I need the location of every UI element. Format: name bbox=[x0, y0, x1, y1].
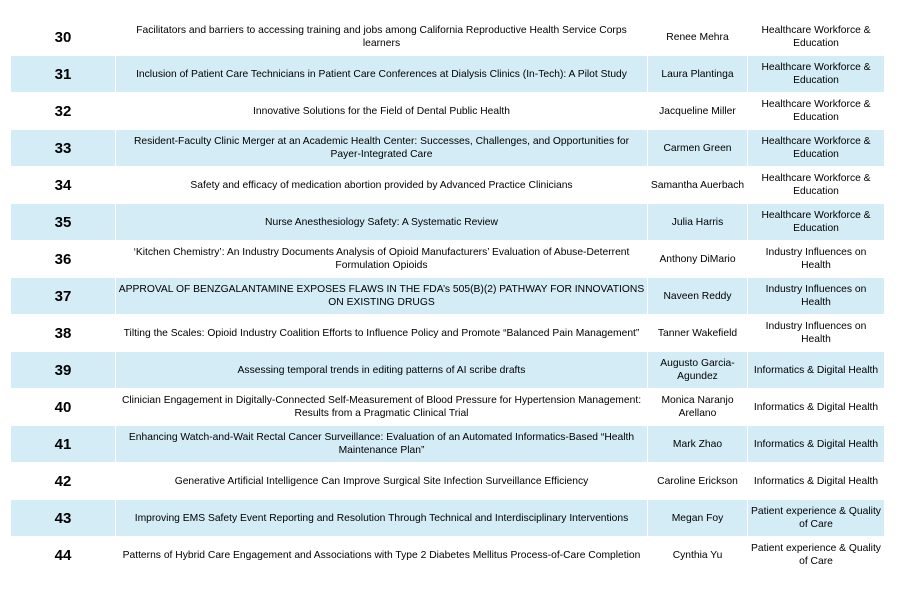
poster-table-body bbox=[11, 19, 885, 574]
poster-author: Tanner Wakefield bbox=[648, 315, 748, 352]
table-row bbox=[11, 315, 885, 352]
table-row bbox=[11, 56, 885, 93]
poster-number: 42 bbox=[11, 463, 116, 500]
poster-number: 39 bbox=[11, 352, 116, 389]
table-row bbox=[11, 93, 885, 130]
poster-author: Megan Foy bbox=[648, 500, 748, 537]
poster-author: Monica Naranjo Arellano bbox=[648, 389, 748, 426]
poster-number: 38 bbox=[11, 315, 116, 352]
poster-number: 30 bbox=[11, 19, 116, 56]
poster-category: Healthcare Workforce & Education bbox=[748, 167, 885, 204]
poster-author: Samantha Auerbach bbox=[648, 167, 748, 204]
poster-title: Tilting the Scales: Opioid Industry Coalition Efforts to Influence Policy and Promote “Balanced Pain Management” bbox=[116, 315, 648, 352]
poster-author: Carmen Green bbox=[648, 130, 748, 167]
poster-category: Healthcare Workforce & Education bbox=[748, 204, 885, 241]
poster-title: Generative Artificial Intelligence Can Improve Surgical Site Infection Surveillance Efficiency bbox=[116, 463, 648, 500]
poster-author: Caroline Erickson bbox=[648, 463, 748, 500]
poster-author: Mark Zhao bbox=[648, 426, 748, 463]
poster-author: Julia Harris bbox=[648, 204, 748, 241]
poster-category: Healthcare Workforce & Education bbox=[748, 19, 885, 56]
poster-title: Enhancing Watch-and-Wait Rectal Cancer Surveillance: Evaluation of an Automated Informatics-Based “Health Maintenance Plan” bbox=[116, 426, 648, 463]
poster-category: Informatics & Digital Health bbox=[748, 426, 885, 463]
poster-author: Cynthia Yu bbox=[648, 537, 748, 574]
poster-number: 43 bbox=[11, 500, 116, 537]
table-row bbox=[11, 130, 885, 167]
table-row bbox=[11, 19, 885, 56]
poster-number: 40 bbox=[11, 389, 116, 426]
table-row bbox=[11, 389, 885, 426]
poster-number: 32 bbox=[11, 93, 116, 130]
table-row bbox=[11, 167, 885, 204]
poster-title: Inclusion of Patient Care Technicians in Patient Care Conferences at Dialysis Clinics (In-Tech): A Pilot Study bbox=[116, 56, 648, 93]
poster-category: Patient experience & Quality of Care bbox=[748, 537, 885, 574]
poster-number: 34 bbox=[11, 167, 116, 204]
table-row bbox=[11, 241, 885, 278]
poster-category: Industry Influences on Health bbox=[748, 315, 885, 352]
poster-category: Healthcare Workforce & Education bbox=[748, 130, 885, 167]
poster-author: Anthony DiMario bbox=[648, 241, 748, 278]
poster-number: 41 bbox=[11, 426, 116, 463]
poster-category: Informatics & Digital Health bbox=[748, 463, 885, 500]
table-row bbox=[11, 463, 885, 500]
poster-category: Informatics & Digital Health bbox=[748, 352, 885, 389]
poster-title: Patterns of Hybrid Care Engagement and Associations with Type 2 Diabetes Mellitus Process-of-Care Completion bbox=[116, 537, 648, 574]
poster-title: Assessing temporal trends in editing patterns of AI scribe drafts bbox=[116, 352, 648, 389]
poster-title: Nurse Anesthesiology Safety: A Systematic Review bbox=[116, 204, 648, 241]
poster-author: Naveen Reddy bbox=[648, 278, 748, 315]
poster-category: Patient experience & Quality of Care bbox=[748, 500, 885, 537]
poster-author: Laura Plantinga bbox=[648, 56, 748, 93]
poster-number: 44 bbox=[11, 537, 116, 574]
poster-category: Informatics & Digital Health bbox=[748, 389, 885, 426]
poster-title: Innovative Solutions for the Field of Dental Public Health bbox=[116, 93, 648, 130]
table-row bbox=[11, 278, 885, 315]
poster-number: 33 bbox=[11, 130, 116, 167]
poster-number: 31 bbox=[11, 56, 116, 93]
poster-title: Resident-Faculty Clinic Merger at an Academic Health Center: Successes, Challenges, and Opportunities for Payer-Integrated Care bbox=[116, 130, 648, 167]
poster-title: Safety and efficacy of medication abortion provided by Advanced Practice Clinicians bbox=[116, 167, 648, 204]
poster-title: Improving EMS Safety Event Reporting and Resolution Through Technical and Interdisciplinary Interventions bbox=[116, 500, 648, 537]
poster-title: Clinician Engagement in Digitally-Connected Self-Measurement of Blood Pressure for Hypertension Management: Results from a Pragmatic Clinical Trial bbox=[116, 389, 648, 426]
table-row bbox=[11, 500, 885, 537]
poster-number: 37 bbox=[11, 278, 116, 315]
table-row bbox=[11, 204, 885, 241]
table-row bbox=[11, 352, 885, 389]
poster-category: Healthcare Workforce & Education bbox=[748, 93, 885, 130]
poster-category: Industry Influences on Health bbox=[748, 278, 885, 315]
poster-title: Facilitators and barriers to accessing training and jobs among California Reproductive Health Service Corps learners bbox=[116, 19, 648, 56]
poster-number: 36 bbox=[11, 241, 116, 278]
poster-number: 35 bbox=[11, 204, 116, 241]
poster-title: APPROVAL OF BENZGALANTAMINE EXPOSES FLAWS IN THE FDA’s 505(B)(2) PATHWAY FOR INNOVATIONS ON EXISTING DRUGS bbox=[116, 278, 648, 315]
poster-table bbox=[10, 18, 885, 574]
poster-author: Renee Mehra bbox=[648, 19, 748, 56]
poster-category: Healthcare Workforce & Education bbox=[748, 56, 885, 93]
table-row bbox=[11, 537, 885, 574]
poster-title: ‘Kitchen Chemistry’: An Industry Documents Analysis of Opioid Manufacturers’ Evaluation of Abuse-Deterrent Formulation Opioids bbox=[116, 241, 648, 278]
poster-author: Jacqueline Miller bbox=[648, 93, 748, 130]
poster-category: Industry Influences on Health bbox=[748, 241, 885, 278]
table-row bbox=[11, 426, 885, 463]
poster-author: Augusto Garcia-Agundez bbox=[648, 352, 748, 389]
